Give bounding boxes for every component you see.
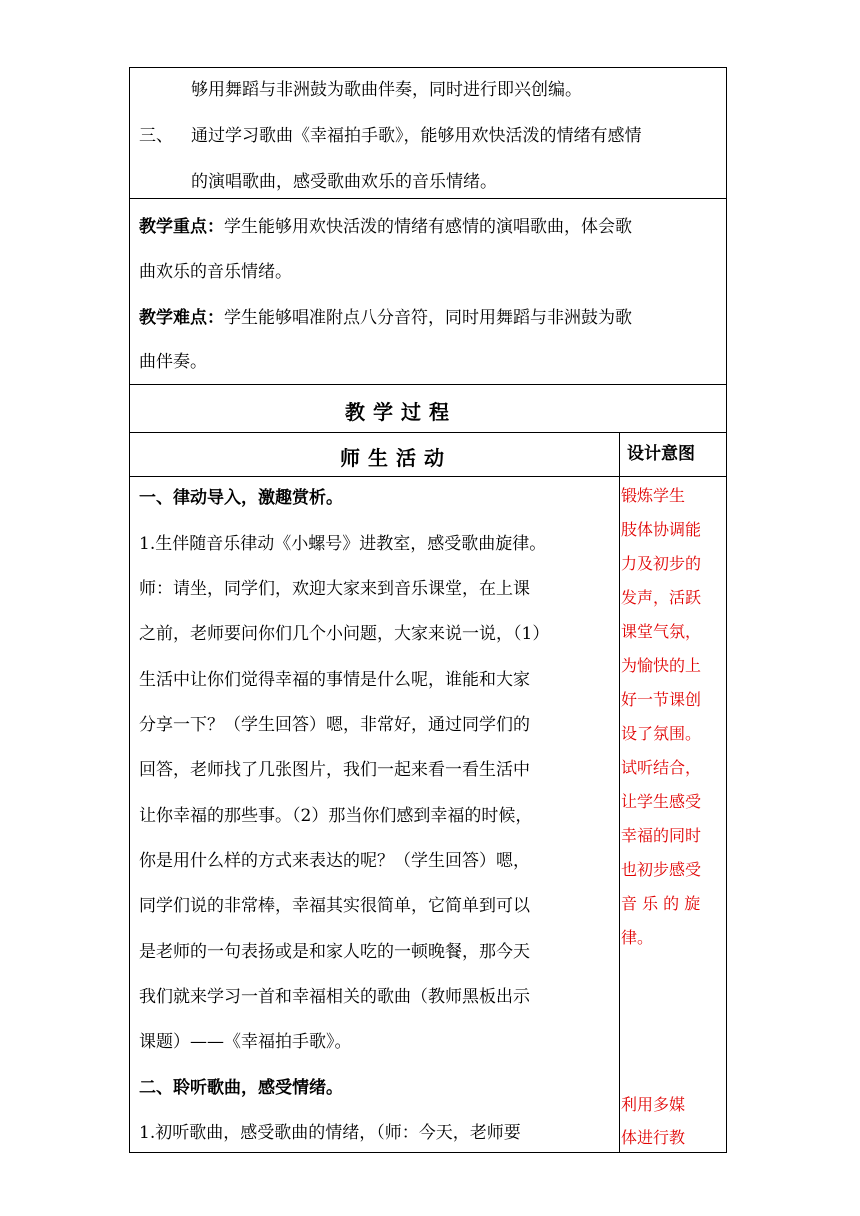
difficulty-label: 教学难点： bbox=[139, 308, 224, 328]
activity-line: 让你幸福的那些事。（2）那当你们感到幸福的时候， bbox=[139, 806, 533, 826]
design-note: 发声，活跃 bbox=[621, 588, 702, 607]
design-note: 课堂气氛， bbox=[621, 622, 702, 641]
design-note: 锻炼学生 bbox=[621, 486, 686, 505]
difficulty-line bbox=[139, 307, 632, 329]
row-divider bbox=[130, 432, 726, 433]
design-note: 体进行教 bbox=[621, 1128, 686, 1147]
activity-line: 1.初听歌曲，感受歌曲的情绪，（师：今天，老师要 bbox=[139, 1123, 521, 1143]
activity-line: 1.生伴随音乐律动《小螺号》进教室，感受歌曲旋律。 bbox=[139, 534, 547, 554]
activity-line: 师：请坐，同学们，欢迎大家来到音乐课堂，在上课 bbox=[139, 579, 530, 599]
row-divider bbox=[130, 198, 726, 199]
activity-header: 师生活动 bbox=[340, 446, 452, 470]
column-divider bbox=[619, 432, 620, 1152]
section-title: 一、律动导入，激趣赏析。 bbox=[139, 488, 343, 508]
key-point-line bbox=[139, 216, 632, 238]
activity-line: 我们就来学习一首和幸福相关的歌曲（教师黑板出示 bbox=[139, 987, 530, 1007]
row-divider bbox=[130, 476, 726, 477]
activity-line: 回答，老师找了几张图片，我们一起来看一看生活中 bbox=[139, 760, 530, 780]
design-note: 设了氛围。 bbox=[621, 724, 702, 743]
activity-line: 分享一下？（学生回答）嗯，非常好，通过同学们的 bbox=[139, 715, 530, 735]
design-note: 为愉快的上 bbox=[621, 656, 702, 675]
process-title: 教学过程 bbox=[345, 400, 457, 424]
activity-line: 你是用什么样的方式来表达的呢？（学生回答）嗯， bbox=[139, 851, 530, 871]
key-point-line: 曲欢乐的音乐情绪。 bbox=[139, 262, 292, 282]
design-note: 让学生感受 bbox=[621, 792, 702, 811]
design-note: 律。 bbox=[621, 928, 654, 947]
design-note: 幸福的同时 bbox=[621, 826, 702, 845]
key-point-label: 教学重点： bbox=[139, 217, 224, 237]
difficulty-text: 学生能够唱准附点八分音符，同时用舞蹈与非洲鼓为歌 bbox=[224, 308, 632, 328]
key-point-text: 学生能够用欢快活泼的情绪有感情的演唱歌曲，体会歌 bbox=[224, 217, 632, 237]
activity-line: 课题）——《幸福拍手歌》。 bbox=[139, 1032, 352, 1052]
design-note: 试听结合， bbox=[621, 758, 702, 777]
row-divider bbox=[130, 384, 726, 385]
activity-line: 生活中让你们觉得幸福的事情是什么呢，谁能和大家 bbox=[139, 670, 530, 690]
activity-line: 同学们说的非常棒，幸福其实很简单，它简单到可以 bbox=[139, 896, 530, 916]
objective-line: 的演唱歌曲，感受歌曲欢乐的音乐情绪。 bbox=[191, 172, 497, 192]
activity-line: 是老师的一句表扬或是和家人吃的一顿晚餐，那今天 bbox=[139, 942, 530, 962]
section-title: 二、聆听歌曲，感受情绪。 bbox=[139, 1078, 343, 1098]
lesson-plan-table bbox=[129, 67, 727, 1153]
design-note: 肢体协调能 bbox=[621, 520, 702, 539]
objective-number: 三、 bbox=[139, 126, 173, 146]
design-note: 音 乐 的 旋 bbox=[621, 894, 701, 913]
design-note: 利用多媒 bbox=[621, 1095, 686, 1114]
difficulty-line: 曲伴奏。 bbox=[139, 352, 207, 372]
objective-line: 通过学习歌曲《幸福拍手歌》，能够用欢快活泼的情绪有感情 bbox=[191, 126, 642, 146]
activity-line: 之前，老师要问你们几个小问题，大家来说一说，（1） bbox=[139, 624, 550, 644]
design-note: 好一节课创 bbox=[621, 690, 702, 709]
design-note: 也初步感受 bbox=[621, 860, 702, 879]
design-note: 力及初步的 bbox=[621, 554, 702, 573]
design-header: 设计意图 bbox=[627, 444, 695, 464]
objective-line: 够用舞蹈与非洲鼓为歌曲伴奏，同时进行即兴创编。 bbox=[191, 80, 582, 100]
